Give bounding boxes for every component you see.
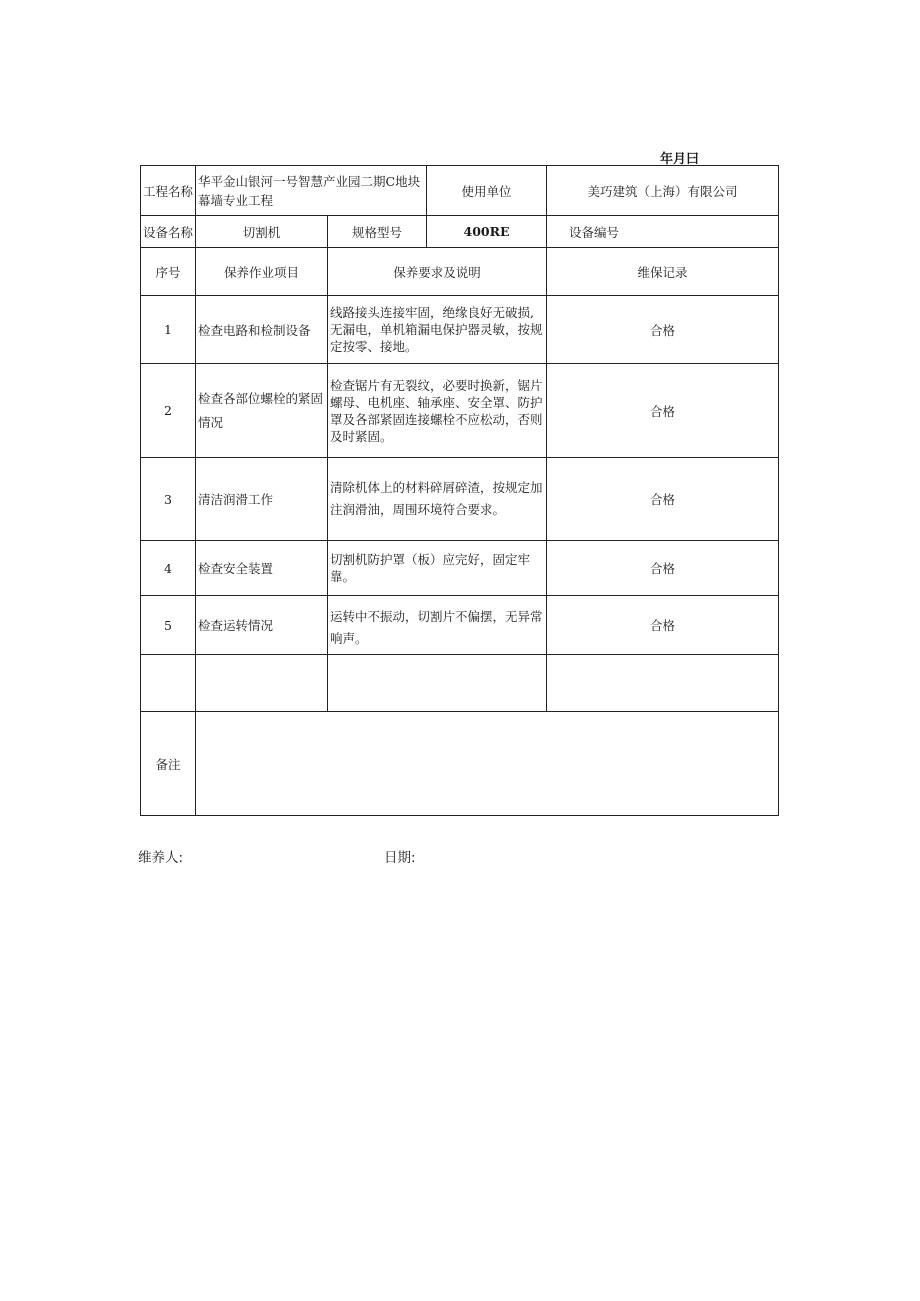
row-requirement: 切割机防护罩（板）应完好，固定牢靠。: [328, 541, 547, 596]
remarks-value: [196, 712, 779, 816]
user-unit-label: 使用单位: [427, 166, 547, 216]
row-requirement: 线路接头连接牢固，绝缘良好无破损,无漏电，单机箱漏电保护器灵敏，按规定按零、接地。: [328, 296, 547, 364]
row-no: 4: [141, 541, 196, 596]
row-item: 检查运转情况: [196, 596, 328, 655]
table-row: [141, 364, 779, 458]
remarks-row: [141, 712, 779, 816]
project-name-value: 华平金山银河一号智慧产业园二期C地块幕墙专业工程: [196, 166, 427, 216]
project-row: [141, 166, 779, 216]
row-record: 合格: [547, 541, 779, 596]
row-item: 检查安全装置: [196, 541, 328, 596]
row-no: 2: [141, 364, 196, 458]
table-row: [141, 596, 779, 655]
header-item: 保养作业项目: [196, 248, 328, 296]
row-record: 合格: [547, 458, 779, 541]
table-header-row: [141, 248, 779, 296]
equipment-no-label: 设备编号: [547, 216, 779, 248]
equipment-row: [141, 216, 779, 248]
row-requirement: 检查锯片有无裂纹，必要时换新，锯片螺母、电机座、轴承座、安全罩、防护罩及各部紧固连接螺栓不应松动，否则及时紧固。: [328, 364, 547, 458]
row-no: 1: [141, 296, 196, 364]
row-requirement: 清除机体上的材料碎屑碎渣，按规定加注润滑油，周围环境符合要求。: [328, 458, 547, 541]
maintainer-label: 维养人:: [138, 850, 184, 866]
equipment-name-label: 设备名称: [141, 216, 196, 248]
row-record: 合格: [547, 364, 779, 458]
row-item: 清洁润滑工作: [196, 458, 328, 541]
spec-label: 规格型号: [328, 216, 427, 248]
row-no: 5: [141, 596, 196, 655]
table-row: [141, 458, 779, 541]
spec-value: 400RE: [427, 216, 547, 248]
row-record: 合格: [547, 596, 779, 655]
row-requirement: 运转中不振动，切割片不偏摆，无异常响声。: [328, 596, 547, 655]
user-unit-value: 美巧建筑（上海）有限公司: [547, 166, 779, 216]
footer-date-label: 日期:: [384, 850, 416, 866]
project-name-label: 工程名称: [141, 166, 196, 216]
remarks-label: 备注: [141, 712, 196, 816]
row-item: 检查电路和检制设备: [196, 296, 328, 364]
empty-cell: [547, 655, 779, 712]
empty-cell: [328, 655, 547, 712]
row-item: 检查各部位螺栓的紧固情况: [196, 364, 328, 458]
date-header: 年月曰: [660, 152, 700, 167]
table-row: [141, 541, 779, 596]
empty-cell: [141, 655, 196, 712]
equipment-name-value: 切割机: [196, 216, 328, 248]
table-row: [141, 296, 779, 364]
empty-cell: [196, 655, 328, 712]
header-record: 维保记录: [547, 248, 779, 296]
row-no: 3: [141, 458, 196, 541]
maintenance-record-table: [140, 165, 779, 816]
empty-row: [141, 655, 779, 712]
header-no: 序号: [141, 248, 196, 296]
row-record: 合格: [547, 296, 779, 364]
header-requirement: 保养要求及说明: [328, 248, 547, 296]
